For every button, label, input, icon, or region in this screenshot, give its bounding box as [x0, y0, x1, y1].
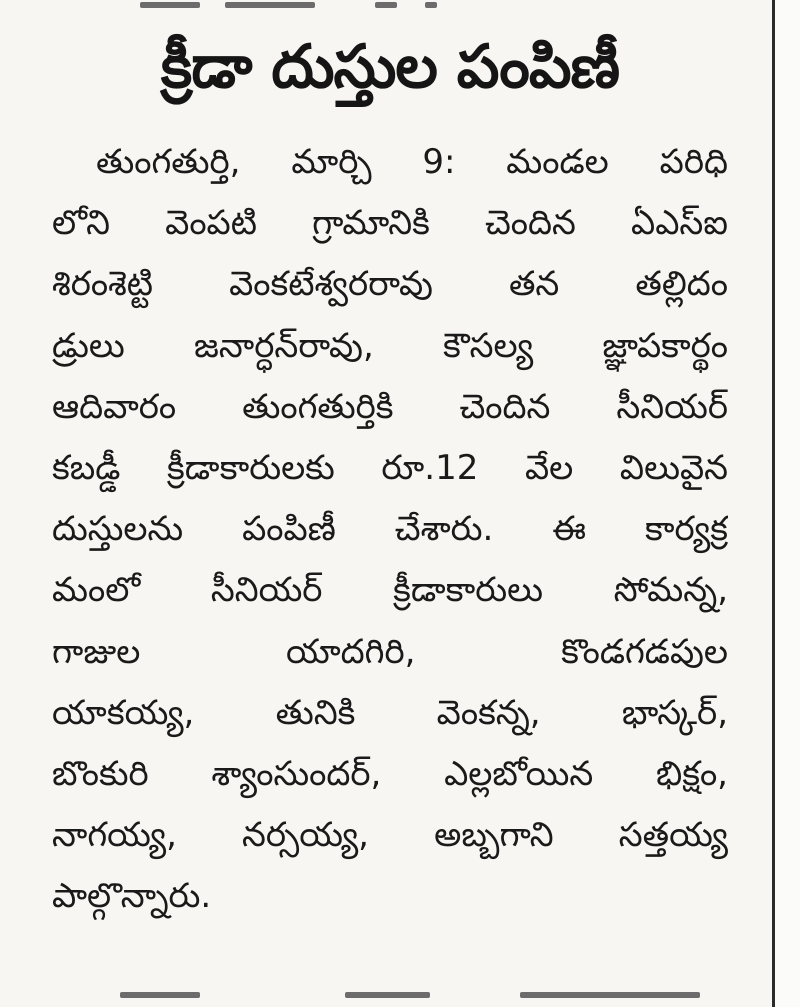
article-line: తుంగతుర్తి, మార్చి 9: మండల పరిధి [96, 142, 728, 182]
article-body [52, 132, 728, 927]
article-line: మంలో సీనియర్ క్రీడాకారులు సోమన్న, [52, 570, 728, 611]
article-line: పాల్గొన్నారు. [52, 876, 212, 917]
article-line: బొంకురి శ్యాంసుందర్, ఎల్లబోయిన భిక్షం, [52, 753, 728, 794]
adjacent-column-margin [775, 0, 800, 1007]
article-line: శిరంశెట్టి వెంకటేశ్వరరావు తన తల్లిదం [52, 264, 728, 305]
article-line: కబడ్డీ క్రీడాకారులకు రూ.12 వేల విలువైన [52, 447, 728, 488]
text-fragment [140, 2, 200, 8]
text-fragment [425, 2, 437, 8]
article-headline: క్రీడా దుస్తుల పంపిణీ [160, 32, 620, 102]
text-fragment [375, 2, 397, 8]
article-line: లోని వెంపటి గ్రామానికి చెందిన ఏఎస్ఐ [52, 203, 728, 244]
article-line: యాకయ్య, తునికి వెంకన్న, భాస్కర్, [52, 692, 728, 733]
article-line: దుస్తులను పంపిణీ చేశారు. ఈ కార్యక్ర [52, 509, 728, 550]
text-fragment [225, 2, 315, 8]
article-line: ఆదివారం తుంగతుర్తికి చెందిన సీనియర్ [52, 386, 728, 427]
text-fragment [520, 992, 700, 998]
article-line: నాగయ్య, నర్సయ్య, అబ్బగాని సత్తయ్య [52, 815, 728, 856]
text-fragment [345, 992, 430, 998]
text-fragment [120, 992, 200, 998]
article-line: డ్రులు జనార్ధన్‌రావు, కౌసల్య జ్ఞాపకార్థం [52, 325, 728, 366]
cropped-next-text [0, 990, 770, 1007]
cropped-previous-text [0, 0, 770, 20]
article-line: గాజుల యాదగిరి, కొండగడపుల [52, 631, 728, 672]
